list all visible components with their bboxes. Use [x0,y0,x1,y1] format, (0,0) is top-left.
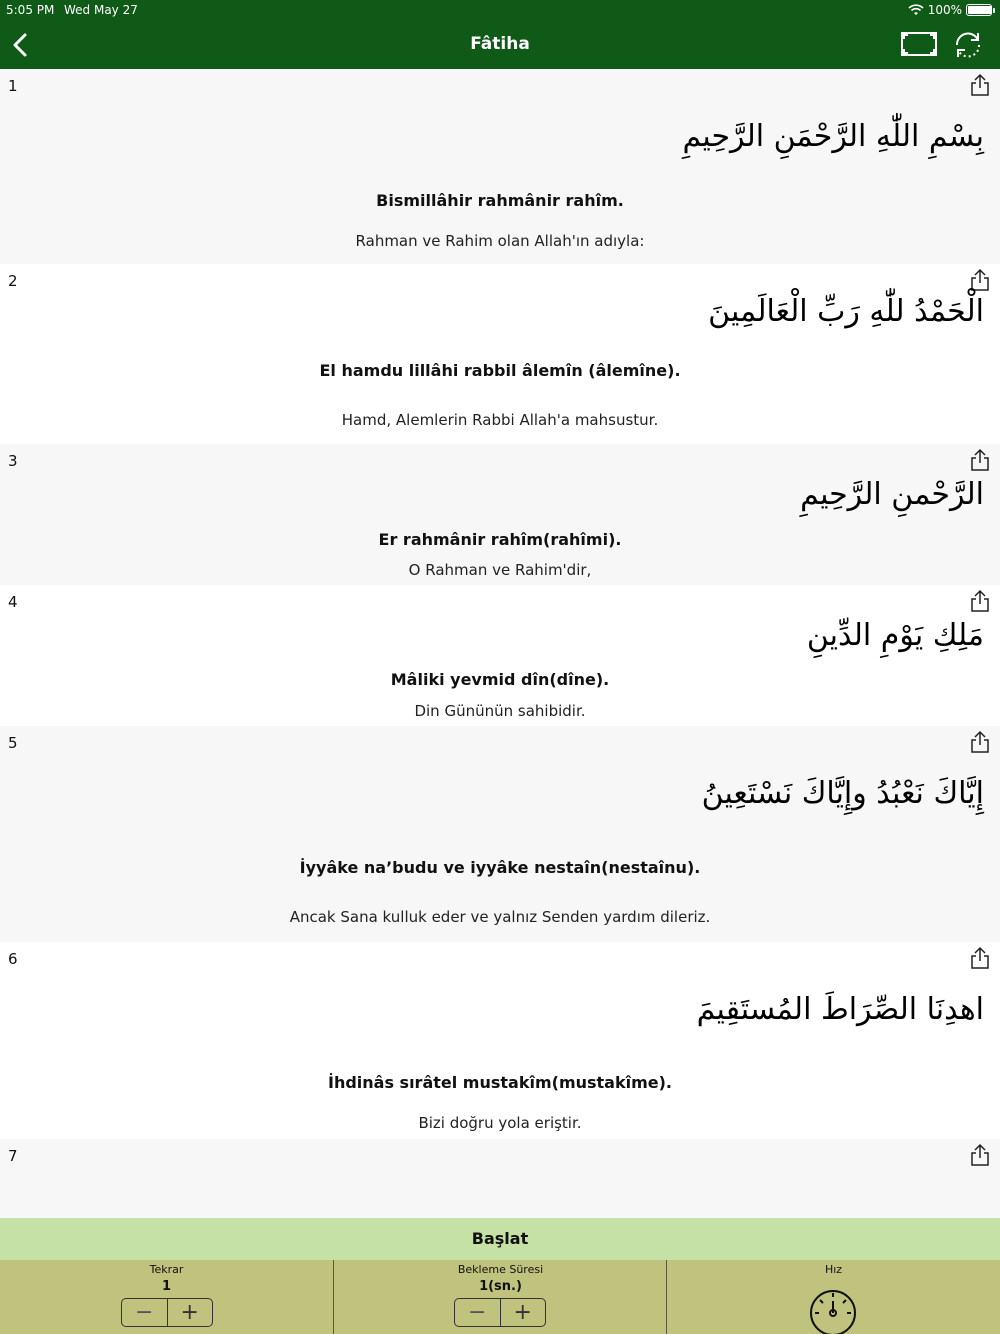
navigation-bar [0,20,1000,69]
verse-arabic: اهدِنَا الصِّرَاطَ المُستَقِيمَ [696,992,984,1027]
share-icon[interactable] [970,1143,990,1167]
verse-meaning: Rahman ve Rahim olan Allah'ın adıyla: [355,232,645,250]
wait-value: 1(sn.) [479,1279,522,1294]
share-icon[interactable] [970,589,990,613]
playback-controls [0,1260,1000,1334]
share-icon[interactable] [970,730,990,754]
status-right [908,3,992,17]
verse-transliteration: Mâliki yevmid dîn(dîne). [390,670,610,689]
verse-arabic: مَلِكِ يَوْمِ الدِّينِ [806,618,984,653]
speed-label: Hız [824,1263,843,1276]
verse-row[interactable] [0,444,1000,585]
start-button[interactable]: Başlat [0,1218,1000,1260]
verse-transliteration: Er rahmânir rahîm(rahîmi). [378,530,622,549]
wait-control [334,1260,667,1334]
status-time: 5:05 PM [6,3,55,17]
share-icon[interactable] [970,946,990,970]
verse-row[interactable] [0,585,1000,726]
repeat-label: Tekrar [149,1263,184,1276]
verse-meaning: Din Gününün sahibidir. [414,702,586,720]
wait-stepper[interactable] [454,1298,546,1327]
status-bar [0,0,1000,20]
verse-row[interactable] [0,69,1000,264]
repeat-minus-button[interactable]: − [122,1299,168,1326]
verse-number: 5 [8,734,18,752]
page-title: Fâtiha [470,34,530,54]
verse-transliteration: İhdinâs sırâtel mustakîm(mustakîme). [327,1073,673,1092]
verse-row[interactable] [0,1139,1000,1218]
verse-transliteration: El hamdu lillâhi rabbil âlemîn (âlemîne). [319,361,681,380]
verse-number: 2 [8,272,18,290]
verse-row[interactable] [0,942,1000,1139]
verse-list[interactable] [0,69,1000,1218]
refresh-icon[interactable] [951,28,985,62]
repeat-plus-button[interactable]: + [180,1300,199,1325]
wifi-icon [908,4,924,16]
verse-number: 7 [8,1147,18,1165]
verse-meaning: Hamd, Alemlerin Rabbi Allah'a mahsustur. [341,411,659,429]
status-date: Wed May 27 [64,3,138,17]
verse-number: 4 [8,593,18,611]
verse-row[interactable] [0,264,1000,444]
verse-arabic: بِسْمِ اللّٰهِ الرَّحْمَنِ الرَّحِيمِ [682,119,984,154]
speedometer-icon[interactable] [807,1285,859,1334]
verse-number: 3 [8,452,18,470]
battery-fill [968,6,992,14]
share-icon[interactable] [970,73,990,97]
verse-arabic: الرَّحْمنِ الرَّحِيمِ [800,477,984,512]
verse-number: 6 [8,950,18,968]
share-icon[interactable] [970,268,990,292]
verse-row[interactable] [0,726,1000,942]
wait-minus-button[interactable]: − [455,1299,501,1326]
verse-transliteration: Bismillâhir rahmânir rahîm. [376,191,624,210]
fullscreen-icon[interactable] [900,30,938,58]
verse-meaning: O Rahman ve Rahim'dir, [408,561,592,579]
verse-arabic: الْحَمْدُ للّٰهِ رَبِّ الْعَالَمِينَ [708,294,984,329]
verse-meaning: Ancak Sana kulluk eder ve yalnız Senden yardım dileriz. [289,908,711,926]
battery-percent: 100% [927,3,962,17]
repeat-control [0,1260,333,1334]
repeat-value: 1 [161,1279,172,1294]
repeat-stepper[interactable] [121,1298,213,1327]
battery-icon [966,4,992,16]
wait-label: Bekleme Süresi [457,1263,544,1276]
verse-meaning: Bizi doğru yola eriştir. [418,1114,582,1132]
verse-number: 1 [8,77,18,95]
wait-plus-button[interactable]: + [513,1300,532,1325]
share-icon[interactable] [970,448,990,472]
verse-arabic: إِيَّاكَ نَعْبُدُ وإِيَّاكَ نَسْتَعِينُ [701,776,984,811]
verse-transliteration: İyyâke na’budu ve iyyâke nestaîn(nestaînu). [299,858,701,877]
